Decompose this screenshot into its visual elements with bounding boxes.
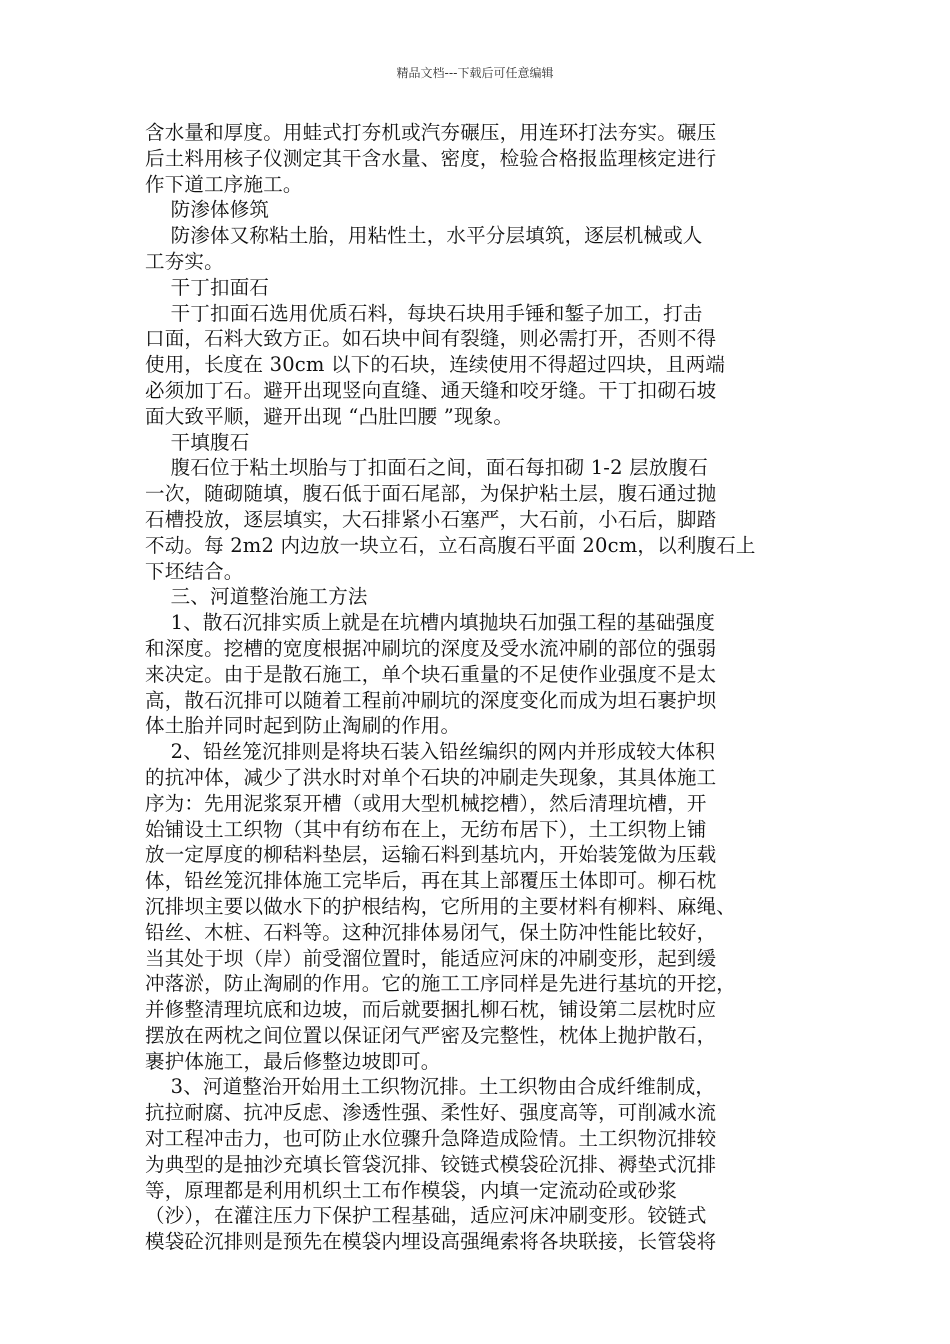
text-line: 等，原理都是利用机织土工布作模袋，内填一定流动砼或砂浆 xyxy=(145,1178,677,1202)
text-line: 腹石位于粘土坝胎与丁扣面石之间，面石每扣砌 1-2 层放腹石 xyxy=(145,456,708,480)
text-line: 口面，石料大致方正。如石块中间有裂缝，则必需打开，否则不得 xyxy=(145,327,717,351)
text-line: 1、散石沉排实质上就是在坑槽内填抛块石加强工程的基础强度 xyxy=(145,611,716,635)
text-line: 作下道工序施工。 xyxy=(145,172,303,196)
text-line: 不动。每 2m2 内边放一块立石，立石高腹石平面 20cm，以利腹石上 xyxy=(145,533,756,557)
text-line: 3、河道整治开始用土工织物沉排。土工织物由合成纤维制成， xyxy=(145,1075,716,1099)
document-body xyxy=(145,120,810,1255)
text-line: 体土胎并同时起到防止淘刷的作用。 xyxy=(145,714,461,738)
text-line: 后土料用核子仪测定其干含水量、密度，检验合格报监理核定进行 xyxy=(145,146,717,170)
text-line: 抗拉耐腐、抗冲反虑、渗透性强、柔性好、强度高等，可削减水流 xyxy=(145,1101,717,1125)
text-line: 和深度。挖槽的宽度根据冲刷坑的深度及受水流冲刷的部位的强弱 xyxy=(145,636,717,660)
text-line: 防渗体修筑 xyxy=(145,198,270,222)
text-line: 序为：先用泥浆泵开槽（或用大型机械挖槽），然后清理坑槽，开 xyxy=(145,791,707,815)
text-line: 始铺设土工织物（其中有纺布在上，无纺布居下），土工织物上铺 xyxy=(145,817,707,841)
text-line: 干丁扣面石 xyxy=(145,275,270,299)
text-line: 工夯实。 xyxy=(145,249,224,273)
text-line: 体，铅丝笼沉排体施工完毕后，再在其上部覆压土体即可。柳石枕 xyxy=(145,869,717,893)
text-line: 模袋砼沉排则是预先在模袋内埋设高强绳索将各块联接，长管袋将 xyxy=(145,1230,717,1254)
text-line: 面大致平顺，避开出现 “凸肚凹腰 ”现象。 xyxy=(145,404,514,428)
page-header: 精品文档---下载后可任意编辑 xyxy=(396,66,554,80)
text-line: 干丁扣面石选用优质石料，每块石块用手锤和錾子加工，打击 xyxy=(145,301,703,325)
text-line: 高，散石沉排可以随着工程前冲刷坑的深度变化而成为坦石裹护坝 xyxy=(145,688,717,712)
text-line: 2、铅丝笼沉排则是将块石装入铅丝编织的网内并形成较大体积 xyxy=(145,740,716,764)
text-line: 裹护体施工，最后修整边坡即可。 xyxy=(145,1049,441,1073)
text-line: 干填腹石 xyxy=(145,430,250,454)
text-line: 防渗体又称粘土胎，用粘性土，水平分层填筑，逐层机械或人 xyxy=(145,224,703,248)
text-line: 来决定。由于是散石施工，单个块石重量的不足使作业强度不是太 xyxy=(145,662,717,686)
text-line: 的抗冲体，减少了洪水时对单个石块的冲刷走失现象，其具体施工 xyxy=(145,765,717,789)
text-line: 必须加丁石。避开出现竖向直缝、通天缝和咬牙缝。干丁扣砌石坡 xyxy=(145,378,717,402)
text-line: （沙），在灌注压力下保护工程基础，适应河床冲刷变形。铰链式 xyxy=(145,1204,707,1228)
text-line: 铅丝、木桩、石料等。这种沉排体易闭气，保土防冲性能比较好， xyxy=(145,920,717,944)
text-line: 一次，随砌随填，腹石低于面石尾部，为保护粘土层，腹石通过抛 xyxy=(145,482,717,506)
text-line: 并修整清理坑底和边坡，而后就要捆扎柳石枕，铺设第二层枕时应 xyxy=(145,998,717,1022)
text-line: 为典型的是抽沙充填长管袋沉排、铰链式模袋砼沉排、褥垫式沉排 xyxy=(145,1152,717,1176)
text-line: 石槽投放，逐层填实，大石排紧小石塞严，大石前，小石后，脚踏 xyxy=(145,507,717,531)
text-line: 含水量和厚度。用蛙式打夯机或汽夯碾压，用连环打法夯实。碾压 xyxy=(145,121,717,144)
text-line: 沉排坝主要以做水下的护根结构，它所用的主要材料有柳料、麻绳、 xyxy=(145,894,737,918)
text-line: 对工程冲击力，也可防止水位骤升急降造成险情。土工织物沉排较 xyxy=(145,1127,717,1151)
text-line: 下坯结合。 xyxy=(145,559,244,583)
text-line: 冲落淤，防止淘刷的作用。它的施工工序同样是先进行基坑的开挖， xyxy=(145,972,737,996)
text-line: 当其处于坝（岸）前受溜位置时，能适应河床的冲刷变形，起到缓 xyxy=(145,946,717,970)
text-line: 使用，长度在 30cm 以下的石块，连续使用不得超过四块，且两端 xyxy=(145,353,726,377)
text-line: 放一定厚度的柳秸料垫层，运输石料到基坑内，开始装笼做为压载 xyxy=(145,843,717,867)
text-line: 摆放在两枕之间位置以保证闭气严密及完整性，枕体上抛护散石， xyxy=(145,1023,717,1047)
text-line: 三、河道整治施工方法 xyxy=(145,585,368,609)
